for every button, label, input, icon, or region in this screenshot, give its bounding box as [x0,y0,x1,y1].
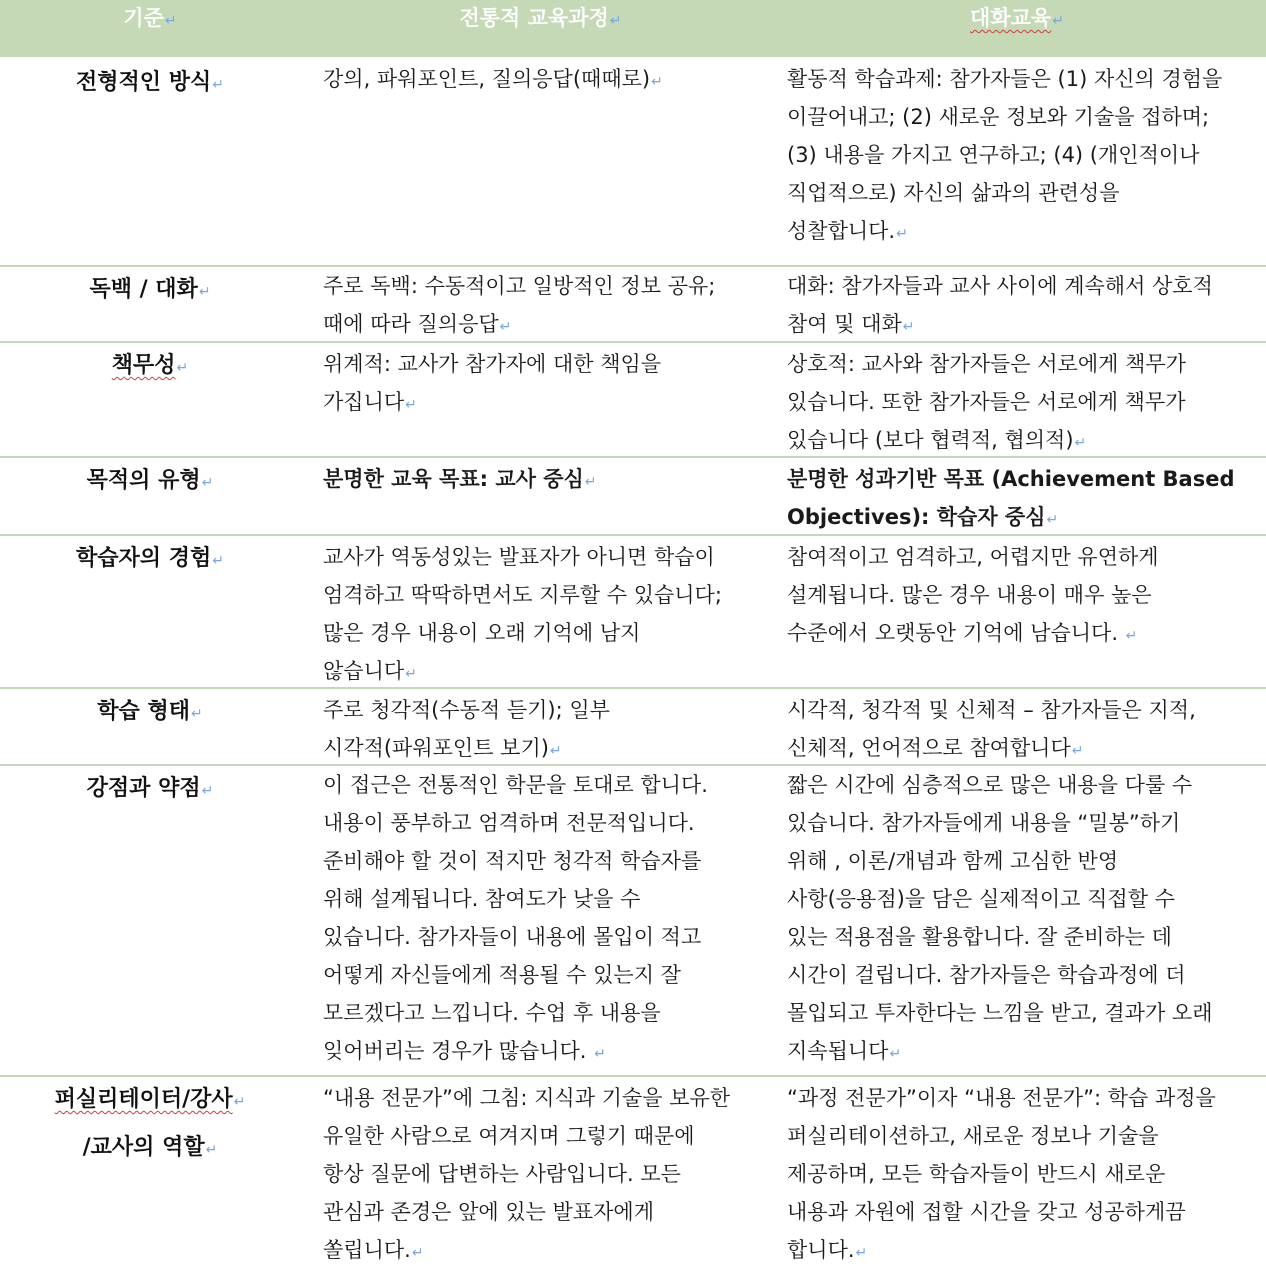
dialogue-cell: 참여적이고 엄격하고, 어렵지만 유연하게 설계됩니다. 많은 경우 내용이 매우 높은 수준에서 오랫동안 기억에 남습니다. ↵ [787,545,1159,645]
traditional-cell: 주로 독백: 수동적이고 일방적인 정보 공유; 때에 따라 질의응답↵ [323,274,716,336]
dialogue-cell: 대화: 참가자들과 교사 사이에 계속해서 상호적 참여 및 대화↵ [787,274,1213,336]
row-label: 학습자의 경험↵ [76,546,224,571]
dialogue-cell: 분명한 성과기반 목표 (Achievement Based Objectives): 학습자 중심↵ [787,467,1235,529]
row-label: 목적의 유형↵ [86,468,214,493]
header-criteria: 기준↵ [123,6,177,30]
traditional-cell: 강의, 파워포인트, 질의응답(때때로)↵ [323,67,663,91]
table-row [0,766,1266,1077]
table-row [0,267,1266,343]
row-label: 독백 / 대화↵ [89,277,211,302]
traditional-cell: 주로 청각적(수동적 듣기); 일부 시각적(파워포인트 보기)↵ [323,698,610,760]
table-row [0,57,1266,267]
table-row [0,458,1266,536]
traditional-cell: 이 접근은 전통적인 학문을 토대로 합니다. 내용이 풍부하고 엄격하며 전문적입니다. 준비해야 할 것이 적지만 청각적 학습자를 위해 설계됩니다. 참여도가 낮을 수 있습니다. 참가자들이 내용에 몰입이 적고 어떻게 자신들에게 적용될 수 있는지 잘 모르겠다고 느낍니다. 수업 후 내용을 잊어버리는 경우가 많습니다. ↵ [323,773,708,1063]
row-label: 강점과 약점↵ [86,776,214,801]
traditional-cell: “내용 전문가”에 그침: 지식과 기술을 보유한 유일한 사람으로 여겨지며 그렇기 때문에 항상 질문에 답변하는 사람입니다. 모든 관심과 존경은 앞에 있는 발표자에게 쏠립니다.↵ [323,1086,731,1262]
dialogue-cell: “과정 전문가”이자 “내용 전문가”: 학습 과정을 퍼실리테이션하고, 새로운 정보나 기술을 제공하며, 모든 학습자들이 반드시 새로운 내용과 자원에 접할 시간을 갖고 성공하게끔 합니다.↵ [787,1086,1216,1262]
traditional-cell: 분명한 교육 목표: 교사 중심↵ [323,467,597,491]
dialogue-cell: 짧은 시간에 심층적으로 많은 내용을 다룰 수 있습니다. 참가자들에게 내용을 “밀봉”하기 위해 , 이론/개념과 함께 고심한 반영 사항(응용점)을 담은 실제적이고 직접할 수 있는 적용점을 활용합니다. 잘 준비하는 데 시간이 걸립니다. 참가자들은 학습과정에 더 몰입되고 투자한다는 느낌을 받고, 결과가 오래 지속됩니다↵ [787,773,1213,1063]
row-label: 책무성↵ [111,353,189,378]
dialogue-cell: 시각적, 청각적 및 신체적 – 참가자들은 지적, 신체적, 언어적으로 참여합니다↵ [787,698,1196,760]
table-row [0,536,1266,689]
table-row [0,1077,1266,1265]
traditional-cell: 위계적: 교사가 참가자에 대한 책임을 가집니다↵ [323,352,662,414]
dialogue-cell: 상호적: 교사와 참가자들은 서로에게 책무가 있습니다. 또한 참가자들은 서로에게 책무가 있습니다 (보다 협력적, 협의적)↵ [787,352,1186,452]
table-row [0,689,1266,766]
row-label: 전형적인 방식↵ [76,70,224,95]
paragraph-mark-icon: ↵ [609,13,622,29]
header-traditional: 전통적 교육과정↵ [459,6,622,30]
paragraph-mark-icon: ↵ [164,13,177,29]
table-row [0,343,1266,458]
table-header-row [0,0,1266,57]
header-dialogue: 대화교육↵ [970,6,1064,30]
paragraph-mark-icon: ↵ [1052,13,1064,29]
traditional-cell: 교사가 역동성있는 발표자가 아니면 학습이 엄격하고 딱딱하면서도 지루할 수 있습니다; 많은 경우 내용이 오래 기억에 남지 않습니다↵ [323,545,722,683]
row-label: 퍼실리테이터/강사↵ /교사의 역할↵ [54,1087,246,1160]
row-label: 학습 형태↵ [97,699,203,724]
dialogue-cell: 활동적 학습과제: 참가자들은 (1) 자신의 경험을 이끌어내고; (2) 새로운 정보와 기술을 접하며; (3) 내용을 가지고 연구하고; (4) (개인적이나 직업적으로) 자신의 삶과의 관련성을 성찰합니다.↵ [787,67,1223,243]
